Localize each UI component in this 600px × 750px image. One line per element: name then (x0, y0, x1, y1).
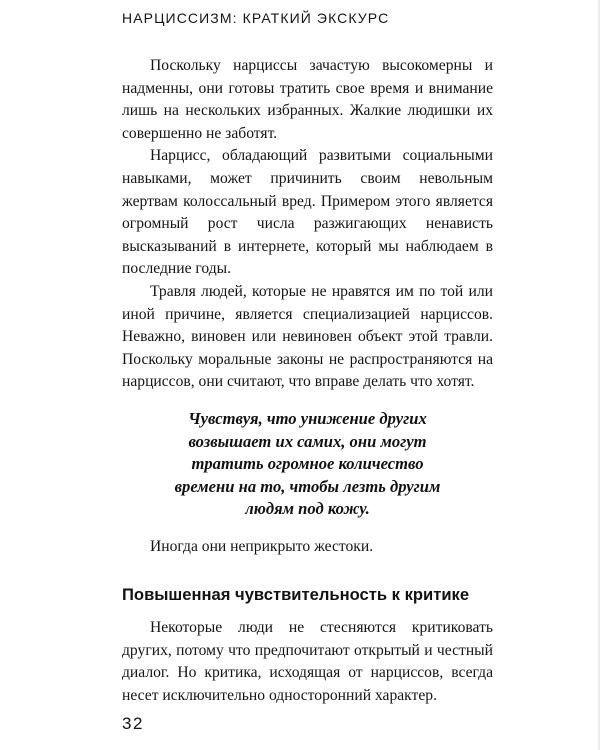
pull-quote-line: тратить огромное количество (191, 454, 424, 473)
running-header: НАРЦИССИЗМ: КРАТКИЙ ЭКСКУРС (122, 10, 390, 26)
section-heading: Повышенная чувствительность к критике (122, 585, 470, 604)
paragraph: Травля людей, которые не нравятся им по той или иной причине, является специализацией нарциссов. Неважно, виновен или невиновен объект этой травли. Поскольку моральные законы не распространяются на нарциссов, они считают, что вправе делать что хотят. (122, 282, 493, 391)
paragraph: Некоторые люди не стесняются критиковать других, потому что предпочитают открытый и честный диалог. Но критика, исходящая от нарциссов, всегда несет исключительно односторонний характер. (122, 619, 493, 704)
pull-quote (122, 408, 493, 521)
pull-quote-line: людям под кожу. (245, 499, 370, 518)
pull-quote-line: времени на то, чтобы лезть другим (174, 476, 441, 496)
section-text (122, 617, 493, 707)
paragraph: Поскольку нарциссы зачастую высокомерны и надменны, они готовы тратить свое время и внимание лишь на нескольких избранных. Жалкие людишки их совершенно не заботят. (122, 57, 493, 142)
pull-quote-line: возвышает их самих, они могут (188, 431, 427, 451)
paragraph: Нарцисс, обладающий развитыми социальными навыками, может причинить своим невольным жертвам колоссальный вред. Примером этого является огромный рост числа разжигающих ненависть высказываний в интернете, который мы наблюдаем в последние годы. (122, 147, 493, 278)
body-text (122, 55, 493, 394)
page-number: 32 (122, 714, 144, 733)
short-paragraph: Иногда они неприкрыто жестоки. (150, 538, 374, 555)
pull-quote-line: Чувствуя, что унижение других (188, 409, 427, 428)
